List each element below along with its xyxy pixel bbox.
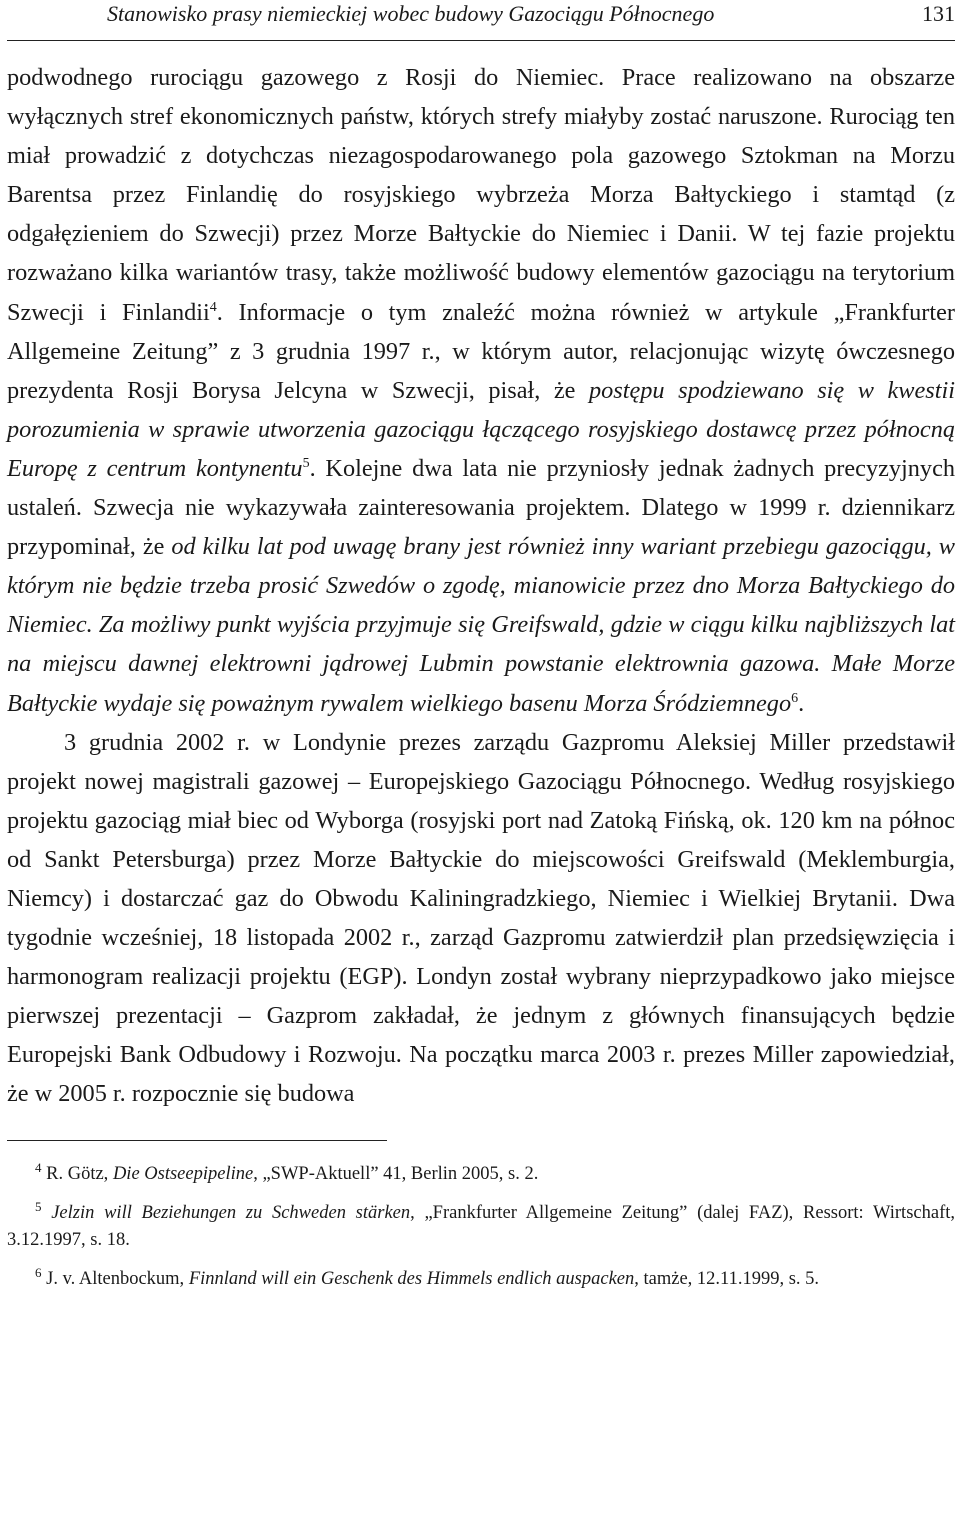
footnote-ref-6: 6 [791, 690, 799, 706]
footnote-text-post: , „Frankfurter Allgemeine Zeitung” (dalej FAZ), Ressort: Wirtschaft, 3.12.1997, s. 18. [7, 1202, 955, 1250]
quote-2: od kilku lat pod uwagę brany jest również inny wariant przebiegu gazociągu, w którym nie będzie trzeba prosić Szwedów o zgodę, mianowicie przez dno Morza Bałtyckiego do Niemiec. Za możliwy punkt wyjścia przyjmuje się Greifswald, gdzie w ciągu kilku najbliższych lat na miejscu dawnej elektrowni jądrowej Lubmin powstanie elektrownia gazowa. Małe Morze Bałtyckie wydaje się poważnym rywalem wielkiego basenu Morza Śródziemnego [7, 533, 955, 717]
paragraph-2: 3 grudnia 2002 r. w Londynie prezes zarządu Gazpromu Aleksiej Miller przedstawił projekt nowej magistrali gazowej – Europejskiego Gazociągu Północnego. Według rosyjskiego projektu gazociąg miał biec od Wyborga (rosyjski port nad Zatoką Fińską, ok. 120 km na północ od Sankt Petersburga) przez Morze Bałtyckie do miejscowości Greifswald (Meklemburgia, Niemcy) i dostarczać gaz do Obwodu Kaliningradzkiego, Niemiec i Wielkiej Brytanii. Dwa tygodnie wcześniej, 18 listopada 2002 r., zarząd Gazpromu zatwierdził plan przedsięwzięcia i harmonogram realizacji projektu (EGP). Londyn został wybrany nieprzypadkowo jako miejsce pierwszej prezentacji – Gazprom zakładał, że jednym z głównych finansujących będzie Europejski Bank Odbudowy i Rozwoju. Na początku marca 2003 r. prezes Miller zapowiedział, że w 2005 r. rozpocznie się budowa [7, 728, 955, 1108]
footnote-text-post: , „SWP-Aktuell” 41, Berlin 2005, s. 2. [253, 1163, 539, 1184]
paragraph-1-text-a: podwodnego rurociągu gazowego z Rosji do Niemiec. Prace realizowano na obszarze wyłącznych stref ekonomicznych państw, których strefy miałyby zostać naruszone. Rurociąg ten miał prowadzić z dotychczas niezagospodarowanego pola gazowego Sztokman na Morzu Barentsa przez Finlandię do rosyjskiego wybrzeża Morza Bałtyckiego i stamtąd (z odgałęzieniem do Szwecji) przez Morze Bałtyckie do Niemiec i Danii. W tej fazie projektu rozważano kilka wariantów trasy, także możliwość budowy elementów gazociągu na terytorium Szwecji i Finlandii [7, 64, 955, 326]
running-header [7, 0, 955, 41]
footnote-title: Finnland will ein Geschenk des Himmels endlich auspacken [188, 1268, 635, 1289]
body-text [7, 58, 955, 1114]
footnote-number: 5 [35, 1198, 42, 1214]
paragraph-1-text-d: . [798, 689, 805, 717]
footnote-number: 4 [35, 1159, 42, 1175]
footnote-number: 6 [35, 1264, 42, 1280]
footnote-text-post: , tamże, 12.11.1999, s. 5. [634, 1268, 820, 1289]
footnote-text-pre: R. Götz, [46, 1163, 113, 1184]
footnote-separator [7, 1140, 387, 1141]
running-title: Stanowisko prasy niemieckiej wobec budowy Gazociągu Północnego [107, 1, 715, 26]
book-page [7, 0, 955, 1305]
footnote-6 [7, 1266, 955, 1293]
footnote-title: Die Ostseepipeline [112, 1163, 254, 1184]
footnote-title: Jelzin will Beziehungen zu Schweden stärken [51, 1202, 411, 1223]
paragraph-1-text-c: . Kolejne dwa lata nie przyniosły jednak żadnych precyzyjnych ustaleń. Szwecja nie wykazywała zainteresowania projektem. Dlatego w 1999 r. dziennikarz przypominał, że [7, 454, 956, 561]
footnote-4 [7, 1161, 955, 1188]
footnote-text-pre: J. v. Altenbockum, [46, 1268, 189, 1289]
footnote-ref-4: 4 [209, 299, 217, 315]
footnote-ref-5: 5 [302, 455, 310, 471]
paragraph-1 [7, 58, 955, 723]
footnotes [7, 1161, 955, 1293]
quote-1: postępu spodziewano się w kwestii porozumienia w sprawie utworzenia gazociągu łączącego rosyjskiego dostawcę przez północną Europę z centrum kontynentu [7, 376, 955, 482]
page-number: 131 [922, 1, 955, 26]
footnote-5 [7, 1200, 955, 1254]
paragraph-1-text-b: . Informacje o tym znaleźć można również w artykule „Frankfurter Allgemeine Zeitung” z 3 grudnia 1997 r., w którym autor, relacjonując wizytę ówczesnego prezydenta Rosji Borysa Jelcyna w Szwecji, pisał, że [7, 298, 955, 404]
